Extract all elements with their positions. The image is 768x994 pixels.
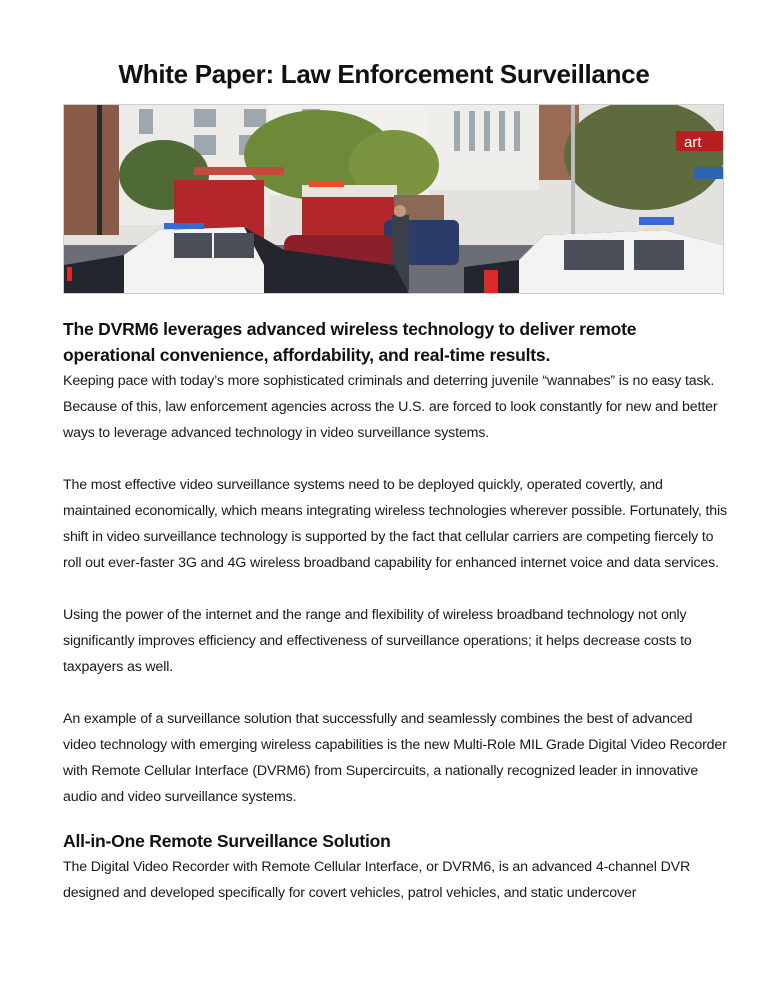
paragraph: The Digital Video Recorder with Remote Cellular Interface, or DVRM6, is an advanced 4-channel DVR designed and developed specifically for covert vehicles, patrol vehicles, and static undercover — [63, 859, 691, 901]
paragraph: The most effective video surveillance systems need to be deployed quickly, operated covertly, and maintained economically, which means integrating wireless technologies wherever possible. Fortunately, this shift in video surveillance technology is supported by the fact that cellular carriers are competing fiercely to roll out ever-faster 3G and 4G wireless broadband capability for enhanced internet voice and data services. — [63, 477, 727, 571]
hero-photo — [63, 104, 724, 294]
lead-heading: The DVRM6 leverages advanced wireless technology to deliver remote operational convenience, affordability, and real-time results. — [63, 319, 637, 365]
paragraph: Using the power of the internet and the range and flexibility of wireless broadband technology not only significantly improves efficiency and effectiveness of surveillance operations; it helps decrease costs to taxpayers as well. — [63, 607, 692, 675]
document-body — [63, 316, 727, 906]
page-title: White Paper: Law Enforcement Surveillance — [118, 59, 650, 90]
paragraph: An example of a surveillance solution that successfully and seamlessly combines the best of advanced video technology with emerging wireless capabilities is the new Multi-Role MIL Grade Digital Video Recorder with Remote Cellular Interface (DVRM6) from Supercircuits, a nationally recognized leader in innovative audio and video surveillance systems. — [63, 711, 727, 805]
section-heading: All-in-One Remote Surveillance Solution — [63, 831, 391, 851]
svg-text:art: art — [684, 134, 702, 151]
paragraph: Keeping pace with today’s more sophisticated criminals and deterring juvenile “wannabes” is no easy task. Because of this, law enforcement agencies across the U.S. are forced to look constantly for new and better ways to leverage advanced technology in video surveillance systems. — [63, 373, 718, 441]
